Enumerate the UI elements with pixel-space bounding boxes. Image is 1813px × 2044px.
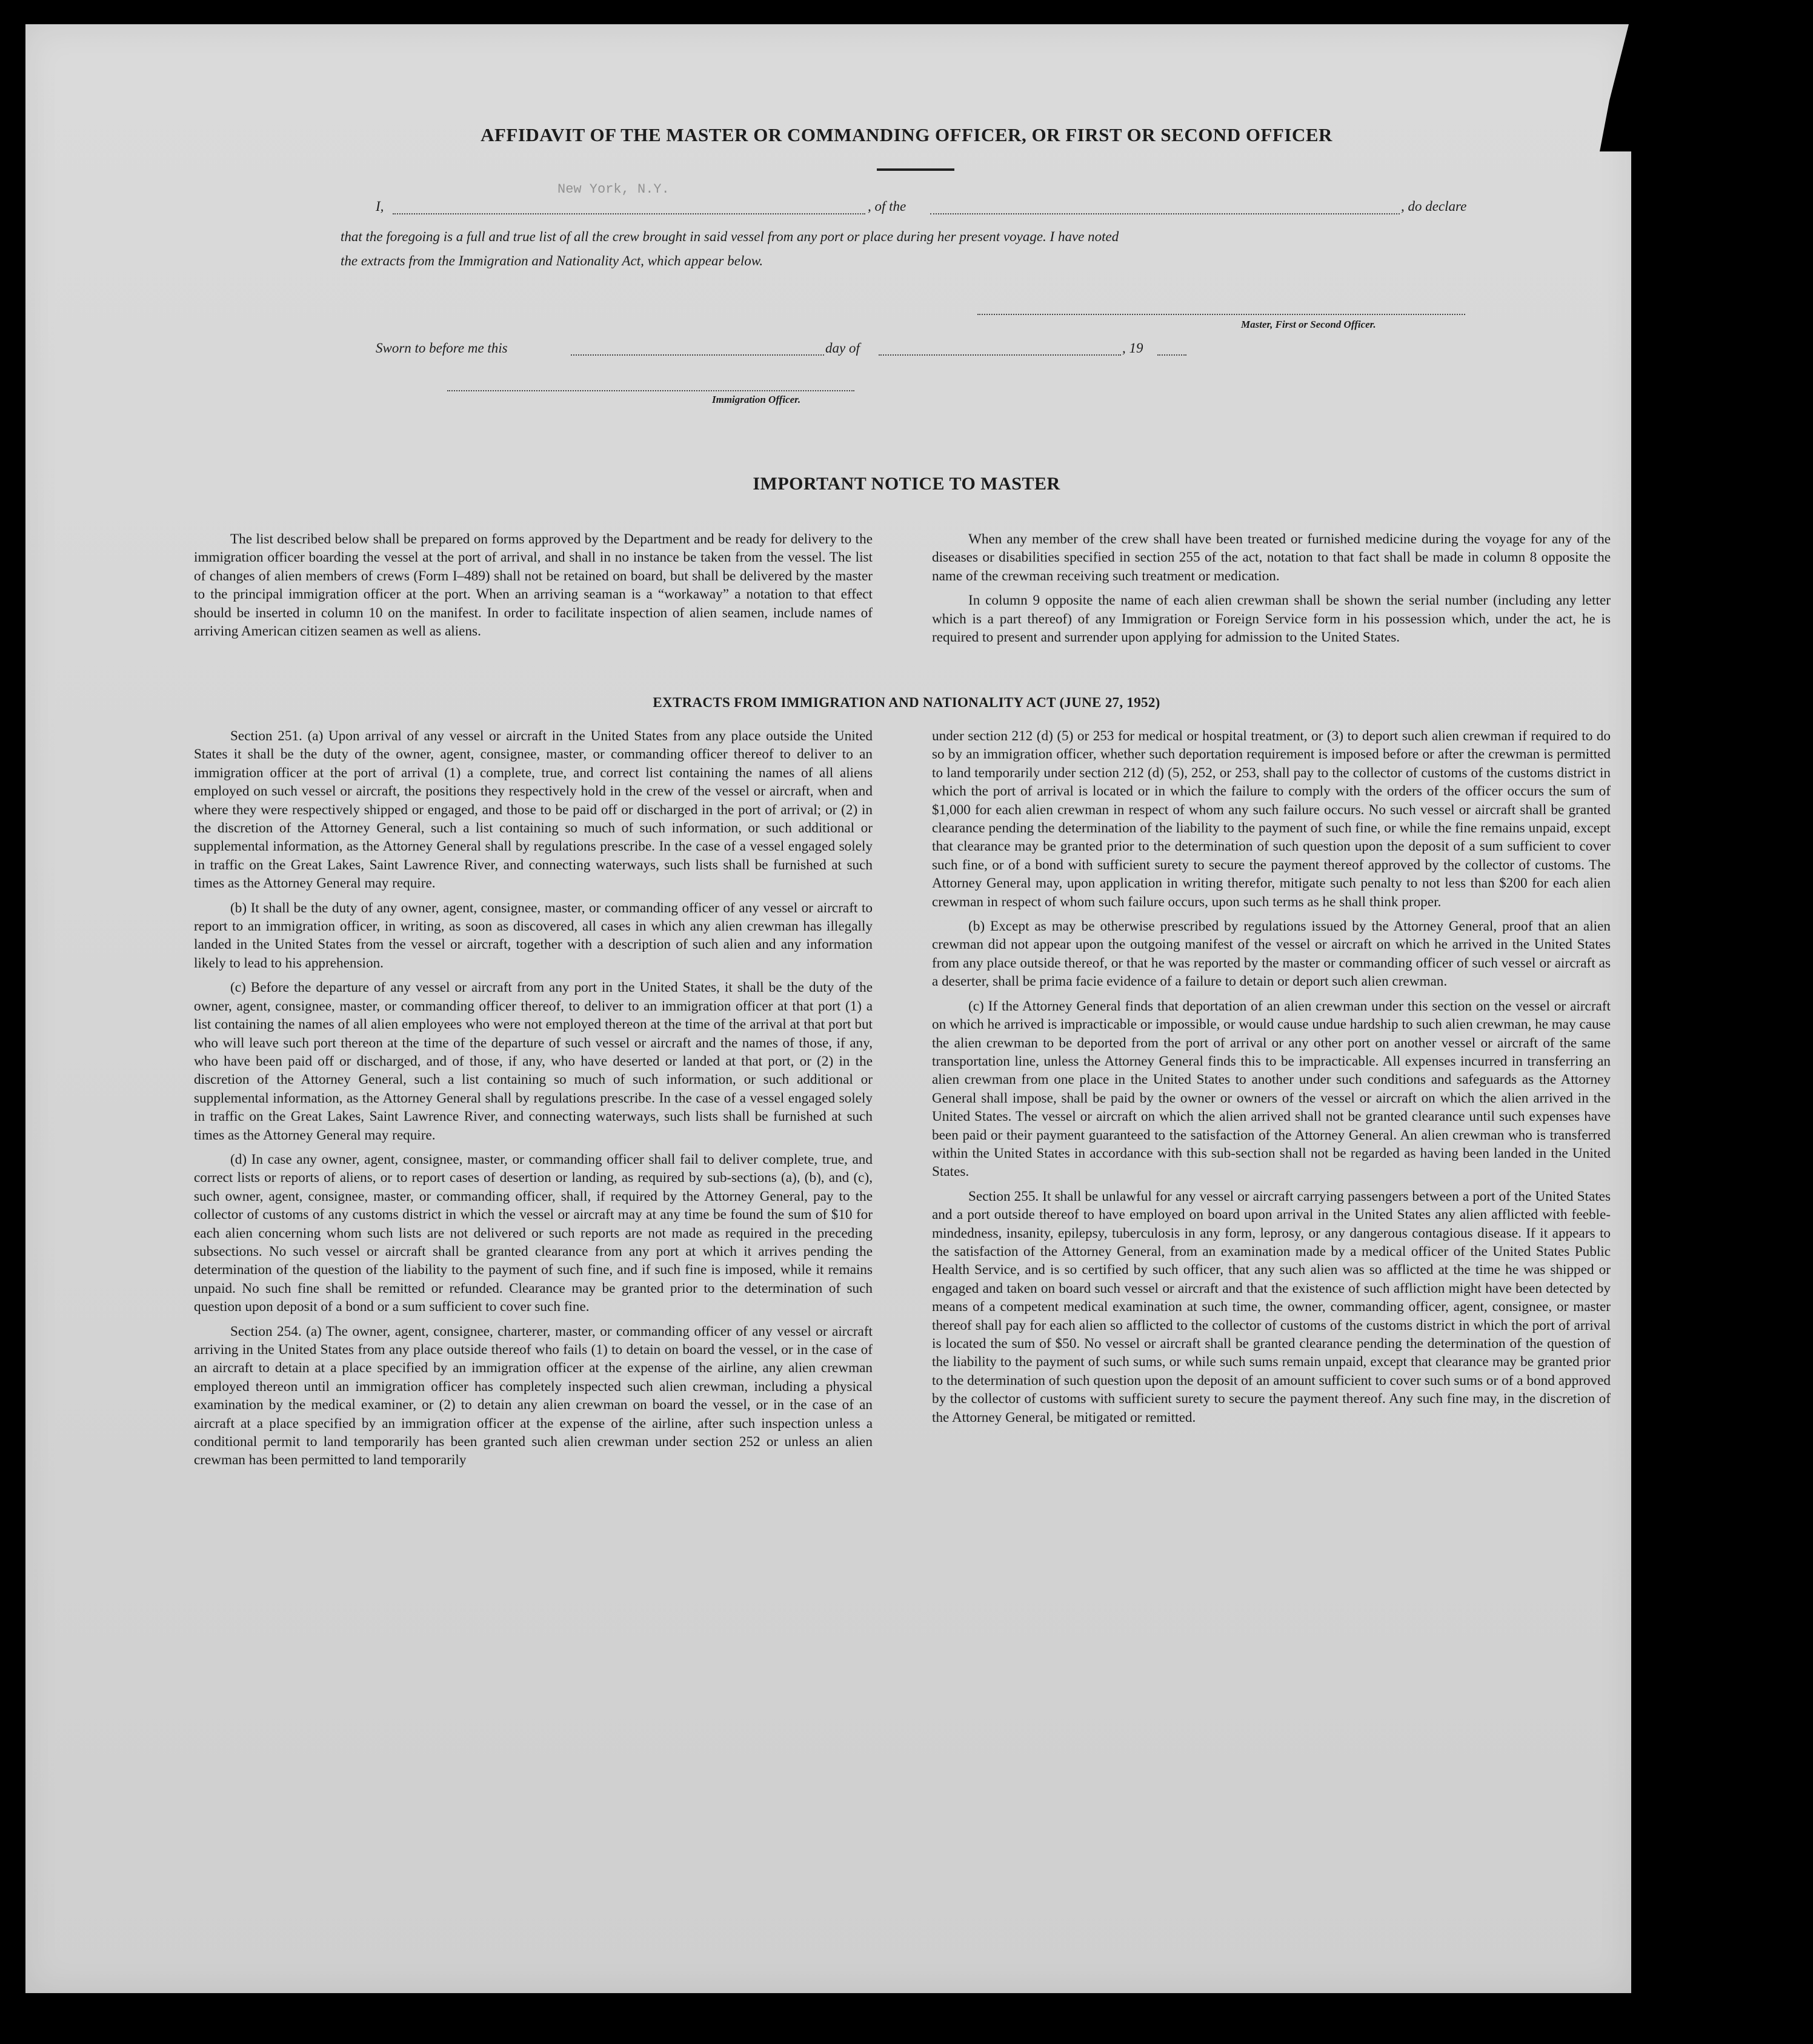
section-255: Section 255. It shall be unlawful for any vessel or aircraft carrying passengers between a port of the United States and a port outside thereof to have employed on board upon arrival in the United States any alien afflicted with feeble-mindedness, insanity, epilepsy, tuberculosis in any form, leprosy, or any dangerous contagious disease. If it appears to the satisfaction of the Attorney General, from an examination made by a medical officer of the United States Public Health Service, and is so certified by such officer, that any such alien was so afflicted at the time he was shipped or engaged and taken on board such vessel or aircraft and that the existence of such affliction might have been detected by means of a competent medical examination at such time, the owner, commanding officer, agent, consignee, or master thereof shall pay for each alien so afflicted to the collector of customs of the customs district in which the port of arrival is located the sum of $50. No vessel or aircraft shall be granted clearance pending the determination of the question of the liability to the payment of such sums, or while such sums remain unpaid, except that clearance may be granted prior to the determination of such question upon the deposit of an amount sufficient to cover such sums or of a bond approved by the collector of customs with sufficient surety to secure the payment thereof. Any such fine may, in the discretion of the Attorney General, be mitigated or remitted. — [932, 1188, 1611, 1425]
sworn-year-line[interactable] — [1157, 354, 1186, 356]
vessel-fill-line[interactable] — [930, 213, 1400, 214]
title-underline — [877, 168, 954, 171]
section-251-b: (b) It shall be the duty of any owner, agent, consignee, master, or commanding officer of any vessel or aircraft to report to an immigration officer, in writing, as soon as discovered, all cases in which any alien crewman has illegally landed in the United States from the vessel or aircraft, together with a description of such alien and any information likely to lead to his apprehension. — [194, 900, 873, 971]
section-254-a: Section 254. (a) The owner, agent, consignee, charterer, master, or commanding officer of any vessel or aircraft arriving in the United States from any place outside thereof who fails (1) to detain on board the vessel, or in the case of an aircraft to detain at a place specified by an immigration officer at the expense of the airline, any alien crewman employed thereon until an immigration officer has completely inspected such alien crewman, including a physical examination by the medical examiner, or (2) to detain any alien crewman on board the vessel, or in the case of an aircraft at a place specified by an immigration officer at the expense of the airline, after such inspection unless a conditional permit to land temporarily has been granted such alien crewman under section 252 or unless an alien crewman has been permitted to land temporarily — [194, 1323, 873, 1468]
punch-hole — [1700, 286, 1731, 317]
section-254-a-continued: under section 212 (d) (5) or 253 for medical or hospital treatment, or (3) to deport such alien crewman if required to do so by an immigration officer, whether such deportation requirement is imposed before or after the crewman is permitted to land temporarily under section 212 (d) (5), 252, or 253, shall pay to the collector of customs of the customs district in which the port of arrival is located or in which the failure to comply with the orders of the officer occurs the sum of $1,000 for each alien crewman in respect of whom any such failure occurs. No such vessel or aircraft shall be granted clearance pending the determination of the liability to the payment of such fine, or while the fine remains unpaid, except that clearance may be granted prior to the determination of such question upon the deposit of a sum sufficient to cover such fine, or of a bond with sufficient surety to secure the payment thereof approved by the collector of customs. The Attorney General may, upon application in writing therefor, mitigate such penalty to not less than $200 for each alien crewman in respect of whom such failure occurs, upon such terms as he shall think proper. — [932, 728, 1611, 910]
extracts-left-column — [194, 727, 873, 1476]
officer-caption: Immigration Officer. — [712, 394, 801, 405]
master-caption: Master, First or Second Officer. — [1241, 319, 1376, 330]
sworn-day-line[interactable] — [571, 354, 824, 356]
punch-hole — [1700, 417, 1731, 448]
punch-hole — [1700, 1483, 1731, 1515]
section-251-c: (c) Before the departure of any vessel or aircraft from any port in the United States, it shall be the duty of the owner, agent, consignee, master, or commanding officer thereof, to deliver to an immigration officer at that port (1) a list containing the names of all alien employees who were not employed thereon at the time of the arrival at that port but who will leave such port thereon at the time of the departure of such vessel or aircraft and the names of those, if any, who have been paid off or discharged, and of those, if any, who have deserted or landed at that port, or (2) in the discretion of the Attorney General, such a list containing so much of such information, or such additional or supplemental information, as the Attorney General shall by regulations prescribe. In the case of a vessel engaged solely in traffic on the Great Lakes, Saint Lawrence River, and connecting waterways, such lists shall be furnished at such times as the Attorney General may require. — [194, 980, 873, 1143]
sworn-month-line[interactable] — [879, 354, 1121, 356]
handwritten-port: New York, N.Y. — [557, 182, 670, 197]
day-of-label: day of — [825, 340, 860, 356]
punch-hole — [1700, 1327, 1731, 1358]
master-signature-line[interactable] — [977, 314, 1465, 315]
name-fill-line[interactable] — [393, 213, 865, 214]
punch-hole — [1700, 524, 1731, 556]
extracts-right-column — [932, 727, 1611, 1433]
punch-hole — [1700, 1618, 1731, 1649]
notice-title: IMPORTANT NOTICE TO MASTER — [753, 474, 1060, 494]
notice-right-column — [932, 530, 1611, 652]
affidavit-title: AFFIDAVIT OF THE MASTER OR COMMANDING OFFICER, OR FIRST OR SECOND OFFICER — [481, 124, 1332, 145]
affidavit-declare-label: , do declare — [1401, 199, 1467, 214]
punch-hole — [1700, 1713, 1731, 1745]
notice-left-paragraph: The list described below shall be prepared on forms approved by the Department and be ready for delivery to the immigration officer boarding the vessel at the port of arrival, and shall in no instance be taken from the vessel. The list of changes of alien members of crews (Form I–489) shall not be retained on board, but shall be delivered by the master to the principal immigration officer at the port. When an arriving seaman is a “workaway” a notation to that effect should be inserted in column 10 on the manifest. In order to facilitate inspection of alien seamen, include names of arriving American citizen seamen as well as aliens. — [194, 531, 873, 640]
section-251-a: Section 251. (a) Upon arrival of any vessel or aircraft in the United States from any place outside the United States it shall be the duty of the owner, agent, consignee, master, or commanding officer thereof to deliver to an immigration officer at the port of arrival (1) a complete, true, and correct list containing the names of all aliens employed on such vessel or aircraft, the positions they respectively hold in the crew of the vessel or aircraft, when and where they were respectively shipped or engaged, and those to be paid off or discharged in the port of arrival; or (2) in the discretion of the Attorney General, such a list containing so much of such information, or such additional or supplemental information, as the Attorney General shall by regulations prescribe. In the case of a vessel engaged solely in traffic on the Great Lakes, Saint Lawrence River, and connecting waterways, such lists shall be furnished at such times as the Attorney General may require. — [194, 728, 873, 892]
extracts-title: EXTRACTS FROM IMMIGRATION AND NATIONALITY ACT (JUNE 27, 1952) — [653, 695, 1160, 710]
affidavit-statement-1: that the foregoing is a full and true list of all the crew brought in said vessel from any port or place during her present voyage. I have noted — [341, 229, 1119, 244]
affidavit-of-the-label: , of the — [868, 199, 906, 214]
affidavit-statement-2: the extracts from the Immigration and Nationality Act, which appear below. — [341, 253, 763, 268]
affidavit-i-label: I, — [376, 199, 384, 214]
notice-left-column — [194, 530, 873, 646]
sworn-label: Sworn to before me this — [376, 340, 508, 356]
officer-signature-line[interactable] — [447, 390, 854, 391]
section-251-d: (d) In case any owner, agent, consignee, master, or commanding officer shall fail to deliver complete, true, and correct lists or reports of aliens, or to report cases of desertion or landing, as required by sub-sections (a), (b), and (c), such owner, agent, consignee, master, or commanding officer, shall, if required by the Attorney General, pay to the collector of customs of any customs district in which the vessel or aircraft may at any time be found the sum of $10 for each alien concerning whom such lists are not delivered or such reports are not made as required in the preceding subsections. No such vessel or aircraft shall be granted clearance from any port at which it arrives pending the determination of the question of the liability to the payment of such fine, and if such fine is imposed, while it remains unpaid. No such fine shall be remitted or refunded. Clearance may be granted prior to the determination of such question upon deposit of a bond or a sum sufficient to cover such fine. — [194, 1151, 873, 1315]
section-254-b: (b) Except as may be otherwise prescribed by regulations issued by the Attorney General, proof that an alien crewman did not appear upon the outgoing manifest of the vessel or aircraft on which he arrived in the United States from any place outside thereof, or that he was reported by the master or commanding officer of such vessel or aircraft as a deserter, shall be prima facie evidence of a failure to detain or deport such alien crewman. — [932, 918, 1611, 990]
punch-hole — [1700, 189, 1731, 221]
notice-right-paragraph-2: In column 9 opposite the name of each alien crewman shall be shown the serial number (including any letter which is a part thereof) of any Immigration or Foreign Service form in his possession which, under the act, he is required to present and surrender upon applying for admission to the United States. — [932, 592, 1611, 646]
notice-right-paragraph-1: When any member of the crew shall have been treated or furnished medicine during the voyage for any of the diseases or disabilities specified in section 255 of the act, notation to that fact shall be made in column 8 opposite the name of the crewman receiving such treatment or medication. — [932, 531, 1611, 584]
punch-hole — [1700, 786, 1731, 817]
section-254-c: (c) If the Attorney General finds that deportation of an alien crewman under this section on the vessel or aircraft on which he arrived is impracticable or impossible, or would cause undue hardship to such alien crewman, he may cause the alien crewman to be deported from the port of arrival or any other port on another vessel or aircraft of the same transportation line, unless the Attorney General finds this to be impracticable. All expenses incurred in transferring an alien crewman from one place in the United States to another under such conditions and safeguards as the Attorney General shall impose, shall be paid by the owner or owners of the vessel or aircraft on which the alien arrived in the United States. The vessel or aircraft on which the alien arrived shall not be granted clearance until such expenses have been paid or their payment guaranteed to the satisfaction of the Attorney General. An alien crewman who is transferred within the United States in accordance with this sub-section shall not be regarded as having been landed in the United States. — [932, 998, 1611, 1180]
year-label: , 19 — [1122, 340, 1143, 356]
